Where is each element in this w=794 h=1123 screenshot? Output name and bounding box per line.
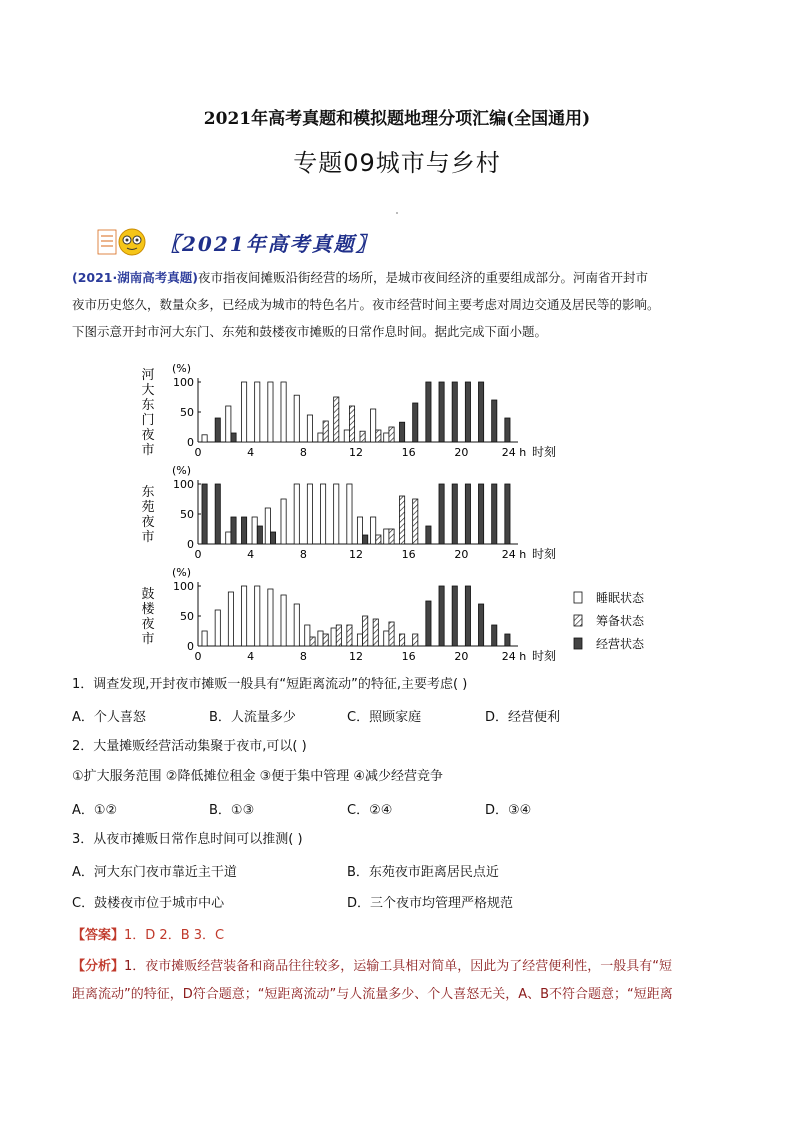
x-tick-label: 0 xyxy=(194,548,202,561)
x-tick-label: 4 xyxy=(247,446,255,459)
x-tick-label: 12 xyxy=(349,548,363,561)
bar-business-h20 xyxy=(465,586,470,646)
bar-prep-h8 xyxy=(310,637,315,646)
charts-figure xyxy=(130,356,690,663)
legend-swatch-sleep xyxy=(574,592,582,603)
x-tick-label: 24 h xyxy=(501,650,527,663)
answer-text: 1．D 2．B 3．C xyxy=(124,928,225,943)
document-title: 2021年高考真题和模拟题地理分项汇编(全国通用) xyxy=(203,109,591,129)
source-tag: (2021·湖南高考真题) xyxy=(72,270,198,285)
bar-prep-h14 xyxy=(389,622,394,646)
legend-swatch-business xyxy=(574,638,582,649)
bar-sleep-h0 xyxy=(202,435,207,442)
chart-title-char: 东 xyxy=(141,485,155,500)
y-tick-label: 100 xyxy=(173,478,194,491)
bar-sleep-h14 xyxy=(384,433,389,442)
bar-prep-h9 xyxy=(323,634,328,646)
chart-panel-3 xyxy=(141,566,556,663)
bar-business-h22 xyxy=(492,625,497,646)
analysis-text-1: 1．夜市摊贩经营装备和商品往往较多，运输工具相对简单，因此为了经营便利性，一般具有“短 xyxy=(124,959,673,974)
bar-sleep-h4 xyxy=(252,517,257,544)
bar-sleep-h0 xyxy=(202,631,207,646)
banner-label: 〖2021年高考真题〗 xyxy=(160,231,378,256)
bar-sleep-h6 xyxy=(281,595,286,646)
question-2-stem: 2．大量摊贩经营活动集聚于夜市,可以( ) xyxy=(72,739,307,754)
bar-prep-h16 xyxy=(413,634,418,646)
legend-swatch-prep xyxy=(574,615,582,626)
x-tick-label: 16 xyxy=(401,446,416,459)
bar-sleep-h9 xyxy=(320,484,325,544)
y-tick-label: 50 xyxy=(180,610,194,623)
x-tick-label: 20 xyxy=(454,650,469,663)
bar-business-h19 xyxy=(452,586,457,646)
bar-sleep-h7 xyxy=(294,395,299,442)
intro-text-1: 夜市指夜间摊贩沿街经营的场所，是城市夜间经济的重要组成部分。河南省开封市 xyxy=(197,270,648,285)
bar-sleep-h13 xyxy=(371,517,376,544)
q3-option-b[interactable]: B．东苑夜市距离居民点近 xyxy=(347,865,499,880)
x-tick-label: 12 xyxy=(349,650,363,663)
bar-sleep-h4 xyxy=(255,586,260,646)
bar-sleep-h8 xyxy=(307,484,312,544)
x-tick-label: 0 xyxy=(194,446,202,459)
chart-title-char: 夜 xyxy=(141,617,155,632)
analysis-label: 【分析】 xyxy=(72,959,125,974)
bar-business-h20 xyxy=(465,484,470,544)
document-subtitle xyxy=(0,143,794,178)
bar-sleep-h5 xyxy=(268,382,273,442)
intro-line-3: 下图示意开封市河大东门、东苑和鼓楼夜市摊贩的日常作息时间。据此完成下面小题。 xyxy=(72,324,548,339)
answer-line xyxy=(72,924,224,943)
chart-title-char: 门 xyxy=(141,413,155,428)
x-tick-label: 4 xyxy=(247,650,255,663)
q1-option-a[interactable]: A．个人喜怒 xyxy=(72,710,146,725)
q1-option-d[interactable]: D．经营便利 xyxy=(485,710,561,725)
bar-sleep-h9 xyxy=(318,631,323,646)
chart-title-char: 市 xyxy=(141,443,155,458)
bar-prep-h9 xyxy=(323,421,328,442)
x-tick-label: 20 xyxy=(454,446,469,459)
q2-option-d[interactable]: D．③④ xyxy=(485,803,532,818)
bar-prep-h10 xyxy=(334,397,339,442)
bar-business-h18 xyxy=(439,382,444,442)
bar-sleep-h13 xyxy=(371,409,376,442)
q2-option-b[interactable]: B．①③ xyxy=(209,803,255,818)
bar-business-h21 xyxy=(478,484,483,544)
bar-prep-h12 xyxy=(363,616,368,646)
y-tick-label: 100 xyxy=(173,376,194,389)
x-tick-label: 12 xyxy=(349,446,363,459)
q3-option-d[interactable]: D．三个夜市均管理严格规范 xyxy=(347,896,514,911)
bar-business-h1 xyxy=(215,418,220,442)
chart-title-char: 夜 xyxy=(141,515,155,530)
bar-sleep-h12 xyxy=(357,517,362,544)
bar-sleep-h12 xyxy=(357,634,362,646)
bar-sleep-h10 xyxy=(331,628,336,646)
y-tick-label: 0 xyxy=(187,538,194,551)
bar-sleep-h2 xyxy=(228,592,233,646)
bar-business-h16 xyxy=(413,403,418,442)
y-tick-label: 0 xyxy=(187,640,194,653)
y-tick-label: 0 xyxy=(187,436,194,449)
analysis-block xyxy=(72,953,744,1009)
analysis-line-1 xyxy=(72,953,744,981)
chart-title-char: 市 xyxy=(141,632,155,647)
y-tick-label: 50 xyxy=(180,406,194,419)
bar-business-h0 xyxy=(202,484,207,544)
bar-sleep-h5 xyxy=(265,508,270,544)
x-tick-label: 0 xyxy=(194,650,202,663)
chart-panel-1 xyxy=(141,362,556,459)
bar-sleep-h1 xyxy=(215,610,220,646)
y-unit-label: (%) xyxy=(172,362,192,375)
x-tick-label: 24 h xyxy=(501,446,527,459)
chart-title-char: 夜 xyxy=(141,428,155,443)
y-unit-label: (%) xyxy=(172,566,192,579)
y-tick-label: 50 xyxy=(180,508,194,521)
bar-sleep-h6 xyxy=(281,382,286,442)
x-tick-label: 8 xyxy=(299,650,307,663)
chart-title-char: 河 xyxy=(141,368,155,383)
bar-sleep-h8 xyxy=(305,625,310,646)
decorative-dot xyxy=(396,212,398,214)
chart-title-char: 市 xyxy=(141,530,155,545)
bar-business-h22 xyxy=(492,484,497,544)
bar-business-h23 xyxy=(505,484,510,544)
intro-paragraph xyxy=(72,264,732,345)
bar-sleep-h7 xyxy=(294,604,299,646)
x-axis-label: 时刻 xyxy=(532,649,557,663)
bar-sleep-h2 xyxy=(226,406,231,442)
bar-prep-h11 xyxy=(347,625,352,646)
bar-sleep-h14 xyxy=(384,529,389,544)
bar-prep-h14 xyxy=(389,529,394,544)
x-tick-label: 16 xyxy=(401,548,416,561)
bar-sleep-h11 xyxy=(347,484,352,544)
bar-business-h19 xyxy=(452,484,457,544)
bar-business-h2 xyxy=(231,433,236,442)
x-axis-label: 时刻 xyxy=(532,547,557,561)
bar-business-h17 xyxy=(426,526,431,544)
x-tick-label: 4 xyxy=(247,548,255,561)
chart-title-char: 楼 xyxy=(141,602,155,617)
x-tick-label: 16 xyxy=(401,650,416,663)
bar-sleep-h6 xyxy=(281,499,286,544)
question-1-stem: 1．调查发现,开封夜市摊贩一般具有“短距离流动”的特征,主要考虑( ) xyxy=(72,677,468,692)
bar-prep-h13 xyxy=(376,535,381,544)
bar-business-h17 xyxy=(426,601,431,646)
legend-label-business: 经营状态 xyxy=(596,637,645,651)
bar-business-h17 xyxy=(426,382,431,442)
bar-business-h2 xyxy=(231,517,236,544)
charts-svg xyxy=(130,356,690,663)
bar-business-h19 xyxy=(452,382,457,442)
chart-title-char: 苑 xyxy=(141,500,155,515)
bar-sleep-h9 xyxy=(318,433,323,442)
bar-prep-h13 xyxy=(373,619,378,646)
q2-option-c[interactable]: C．②④ xyxy=(347,803,393,818)
question-2-items: ①扩大服务范围 ②降低摊位租金 ③便于集中管理 ④减少经营竞争 xyxy=(72,769,444,784)
bar-sleep-h7 xyxy=(294,484,299,544)
bar-sleep-h2 xyxy=(226,532,231,544)
question-3-stem: 3．从夜市摊贩日常作息时间可以推测( ) xyxy=(72,832,303,847)
x-tick-label: 20 xyxy=(454,548,469,561)
bar-sleep-h11 xyxy=(344,430,349,442)
bar-prep-h10 xyxy=(336,625,341,646)
bar-business-h23 xyxy=(505,418,510,442)
q3-option-a[interactable]: A．河大东门夜市靠近主干道 xyxy=(72,865,237,880)
chart-title-char: 鼓 xyxy=(141,587,155,602)
bar-sleep-h8 xyxy=(307,415,312,442)
q3-option-c[interactable]: C．鼓楼夜市位于城市中心 xyxy=(72,896,225,911)
bar-prep-h11 xyxy=(349,406,354,442)
bar-business-h5 xyxy=(270,532,275,544)
bar-business-h20 xyxy=(465,382,470,442)
x-tick-label: 8 xyxy=(299,548,307,561)
bar-business-h21 xyxy=(478,382,483,442)
bar-prep-h15 xyxy=(399,496,404,544)
q2-option-a[interactable]: A．①② xyxy=(72,803,118,818)
intro-line-2: 夜市历史悠久，数量众多，已经成为城市的特色名片。夜市经营时间主要考虑对周边交通及居民等的影响。 xyxy=(72,297,660,312)
x-tick-label: 8 xyxy=(299,446,307,459)
x-axis-label: 时刻 xyxy=(532,445,557,459)
section-banner xyxy=(96,222,378,262)
bar-prep-h16 xyxy=(413,499,418,544)
bar-sleep-h4 xyxy=(255,382,260,442)
bar-prep-h14 xyxy=(389,427,394,442)
chart-legend xyxy=(574,590,645,651)
analysis-line-2: 距离流动”的特征，D符合题意；“短距离流动”与人流量多少、个人喜怒无关，A、B不符合题意；“短距离 xyxy=(72,987,673,1002)
bar-sleep-h5 xyxy=(268,589,273,646)
chart-title-char: 东 xyxy=(141,398,155,413)
intro-line-1 xyxy=(72,264,732,291)
bar-sleep-h3 xyxy=(241,586,246,646)
mascot-icon xyxy=(96,222,152,262)
q1-option-b[interactable]: B．人流量多少 xyxy=(209,710,296,725)
bar-prep-h15 xyxy=(399,634,404,646)
bar-sleep-h3 xyxy=(241,382,246,442)
bar-business-h23 xyxy=(505,634,510,646)
bar-business-h15 xyxy=(399,422,404,442)
subtitle-text: 专题09城市与乡村 xyxy=(293,149,501,177)
bar-business-h21 xyxy=(478,604,483,646)
y-unit-label: (%) xyxy=(172,464,192,477)
bar-business-h18 xyxy=(439,586,444,646)
bar-business-h1 xyxy=(215,484,220,544)
bar-prep-h12 xyxy=(360,431,365,442)
bar-sleep-h10 xyxy=(334,484,339,544)
answer-label: 【答案】 xyxy=(72,928,125,943)
legend-label-prep: 筹备状态 xyxy=(596,614,645,628)
bar-prep-h13 xyxy=(376,430,381,442)
bar-sleep-h14 xyxy=(384,631,389,646)
bar-business-h18 xyxy=(439,484,444,544)
bar-business-h12 xyxy=(363,535,368,544)
bar-business-h22 xyxy=(492,400,497,442)
legend-label-sleep: 睡眠状态 xyxy=(596,591,645,605)
x-tick-label: 24 h xyxy=(501,548,527,561)
y-tick-label: 100 xyxy=(173,580,194,593)
bar-business-h4 xyxy=(257,526,262,544)
bar-business-h3 xyxy=(241,517,246,544)
chart-title-char: 大 xyxy=(141,383,155,398)
chart-panel-2 xyxy=(141,464,556,561)
q1-option-c[interactable]: C．照顾家庭 xyxy=(347,710,422,725)
